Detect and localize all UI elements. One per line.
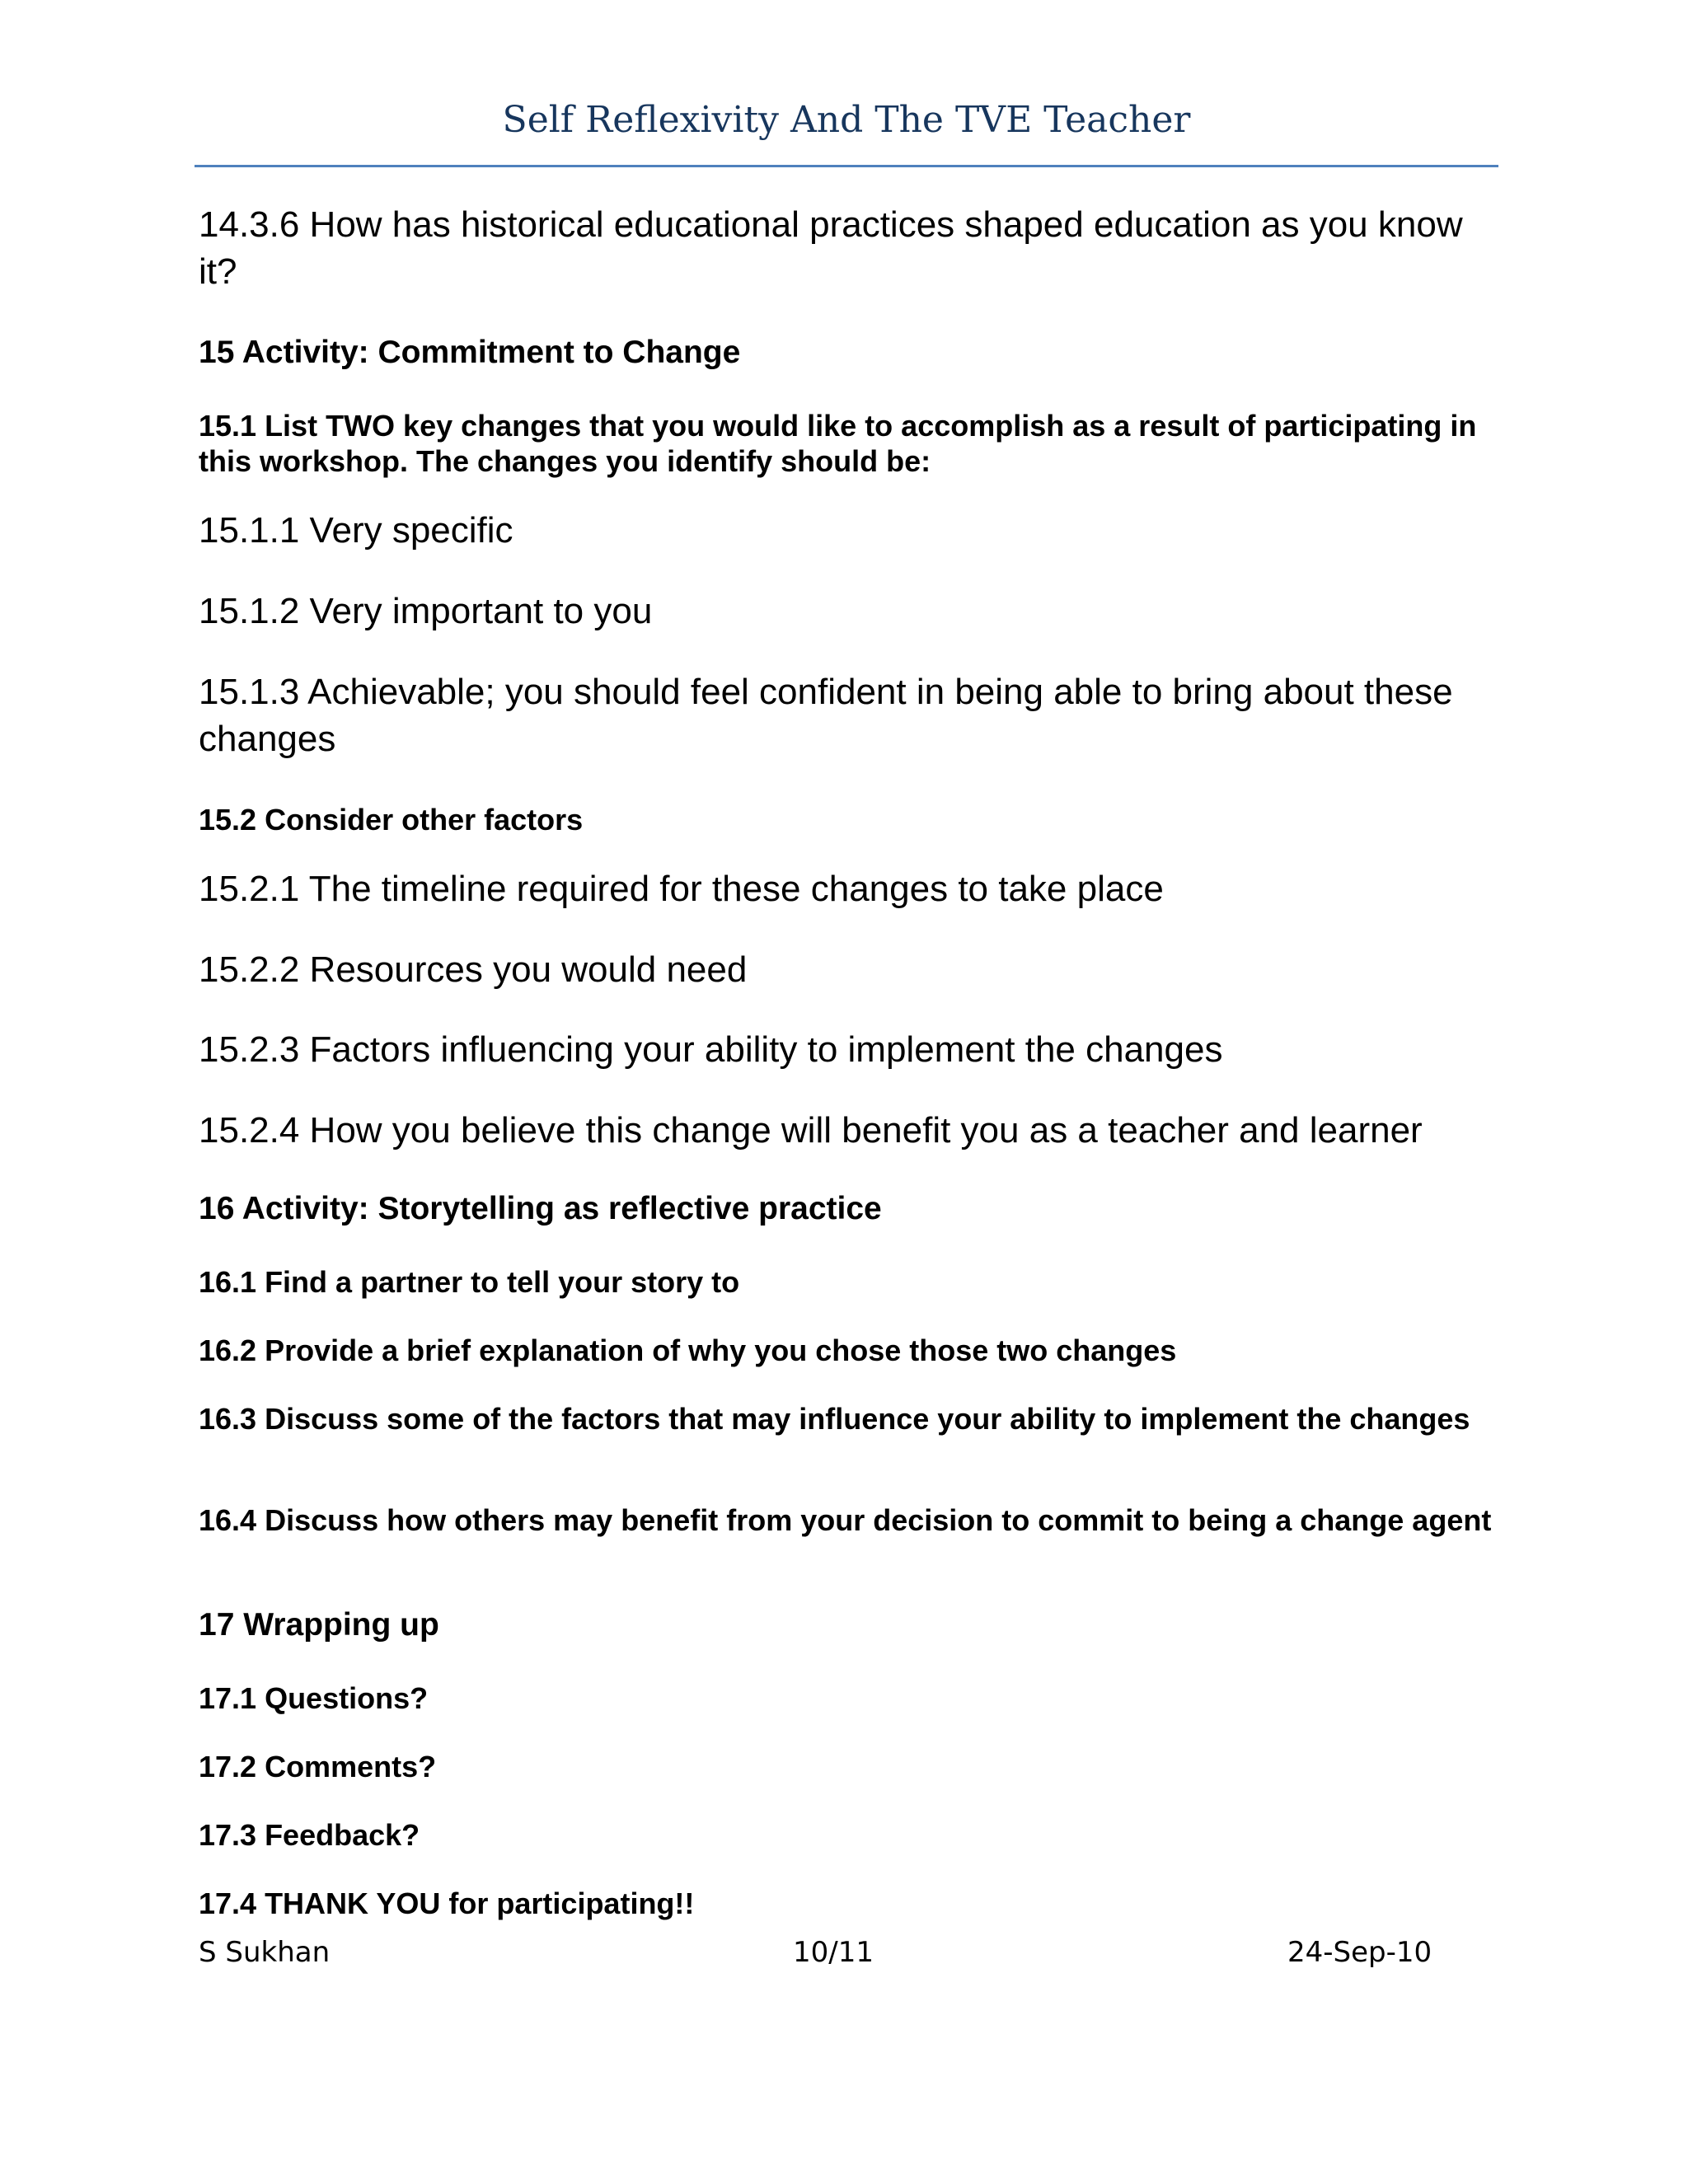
footer-page-number: 10/11 xyxy=(793,1936,874,1969)
item-15-2-3: 15.2.3 Factors influencing your ability to implement the changes xyxy=(199,1029,1223,1070)
subheading-17-4: 17.4 THANK YOU for participating!! xyxy=(199,1886,695,1920)
document-title: Self Reflexivity And The TVE Teacher xyxy=(502,99,1191,141)
subheading-15-2: 15.2 Consider other factors xyxy=(199,803,584,837)
item-14-3-6: 14.3.6 How has historical educational practices shaped education as you know it? xyxy=(199,204,1463,292)
subheading-15-1: 15.1 List TWO key changes that you would like to accomplish as a result of participating in this workshop. The changes you identify should be: xyxy=(199,409,1477,478)
item-15-1-1: 15.1.1 Very specific xyxy=(199,510,513,551)
heading-15: 15 Activity: Commitment to Change xyxy=(199,335,741,370)
footer-date: 24-Sep-10 xyxy=(1287,1936,1432,1969)
footer-author: S Sukhan xyxy=(199,1936,331,1969)
item-15-2-1: 15.2.1 The timeline required for these changes to take place xyxy=(199,869,1164,909)
heading-17: 17 Wrapping up xyxy=(199,1607,439,1643)
subheading-16-3: 16.3 Discuss some of the factors that may influence your ability to implement the changes xyxy=(199,1402,1470,1436)
page-footer xyxy=(0,1936,1688,1975)
page-header xyxy=(195,92,1498,167)
subheading-17-2: 17.2 Comments? xyxy=(199,1750,437,1783)
subheading-17-1: 17.1 Questions? xyxy=(199,1681,429,1715)
subheading-16-2: 16.2 Provide a brief explanation of why you chose those two changes xyxy=(199,1333,1177,1367)
item-15-1-3: 15.1.3 Achievable; you should feel confident in being able to bring about these changes xyxy=(199,672,1453,759)
item-15-2-4: 15.2.4 How you believe this change will benefit you as a teacher and learner xyxy=(199,1110,1423,1151)
heading-16: 16 Activity: Storytelling as reflective practice xyxy=(199,1191,882,1226)
subheading-16-1: 16.1 Find a partner to tell your story to xyxy=(199,1265,740,1299)
subheading-17-3: 17.3 Feedback? xyxy=(199,1818,420,1852)
item-15-1-2: 15.1.2 Very important to you xyxy=(199,591,653,631)
item-15-2-2: 15.2.2 Resources you would need xyxy=(199,949,748,990)
subheading-16-4: 16.4 Discuss how others may benefit from your decision to commit to being a change agent xyxy=(199,1503,1492,1537)
